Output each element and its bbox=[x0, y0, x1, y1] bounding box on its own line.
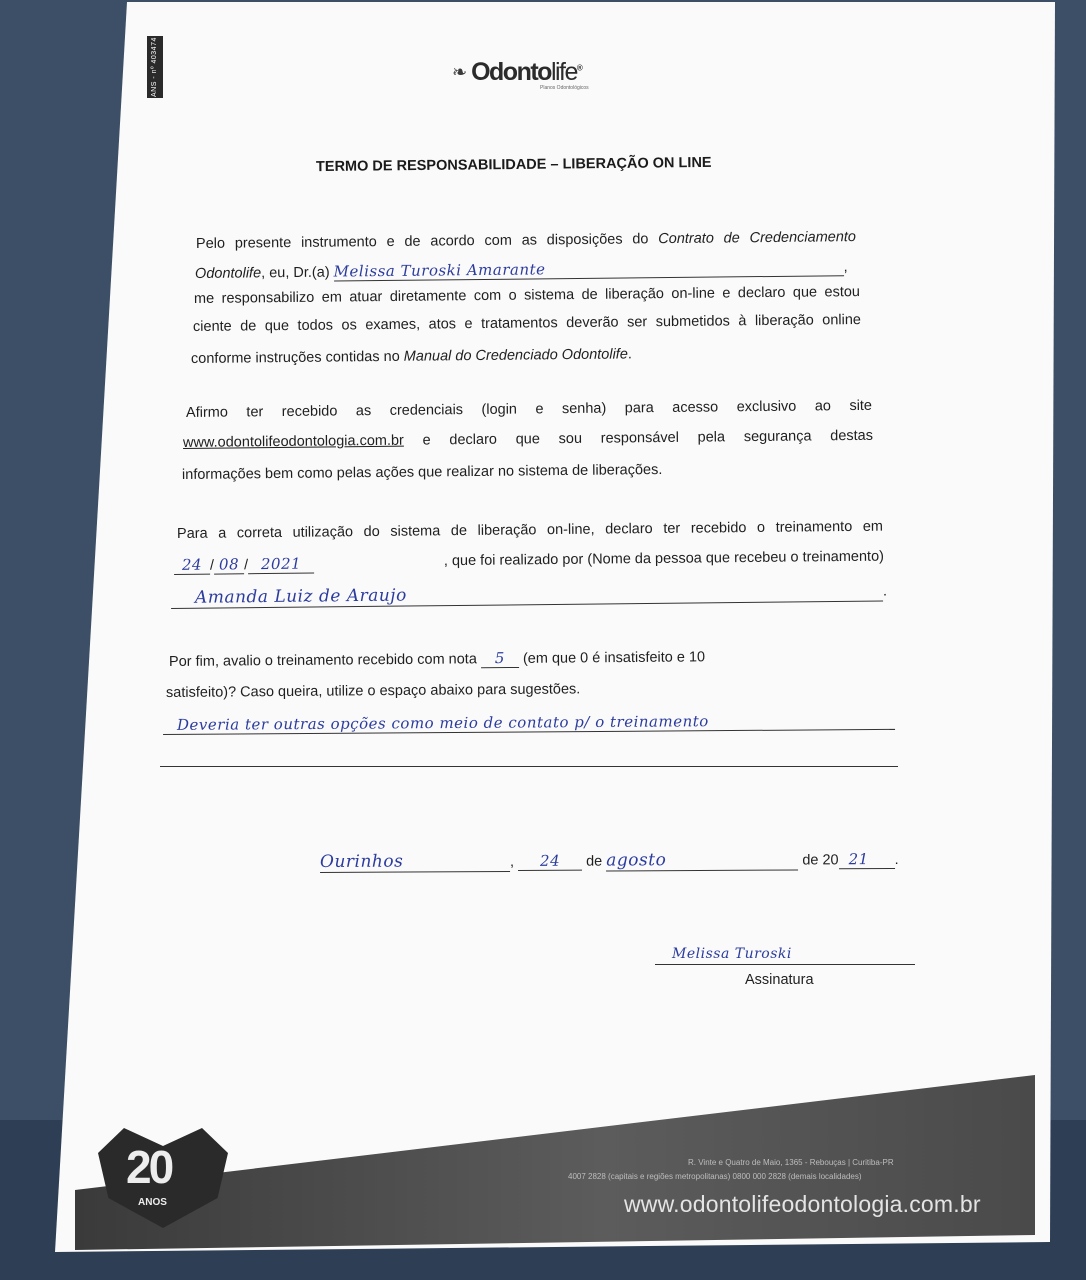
suggestion-line-2[interactable] bbox=[160, 766, 898, 767]
training-year-field[interactable] bbox=[248, 555, 314, 575]
training-score: 5 bbox=[494, 649, 505, 668]
year-prefix: de 20 bbox=[802, 852, 839, 869]
p1-line5-text: conforme instruções contidas no bbox=[190, 348, 404, 367]
training-day-field[interactable] bbox=[174, 556, 210, 575]
trainer-name-field[interactable] bbox=[171, 581, 883, 609]
odontolife-logo bbox=[452, 58, 589, 91]
suggestion-field[interactable] bbox=[163, 711, 895, 735]
training-date-field[interactable] bbox=[174, 555, 314, 575]
date-separator: / bbox=[209, 557, 215, 574]
logo-tagline: Planos Odontológicos bbox=[540, 85, 589, 91]
p1-odontolife: Odontolife bbox=[194, 265, 262, 282]
logo-registered-mark: ® bbox=[576, 63, 582, 73]
logo-name-main: Odonto bbox=[471, 58, 551, 86]
p2-line1: Afirmo ter recebido as credenciais (login e senha) para acesso exclusivo ao site bbox=[185, 397, 873, 421]
suggestion-handwritten: Deveria ter outras opções como meio de contato p/ o treinamento bbox=[176, 712, 709, 734]
city-comma: , bbox=[509, 853, 515, 871]
date-separator: / bbox=[243, 557, 249, 574]
month-field[interactable] bbox=[606, 849, 798, 871]
logo-name-life: life bbox=[550, 58, 577, 86]
site-link[interactable]: www.odontolifeodontologia.com.br bbox=[182, 432, 404, 451]
p1-contract-name: Contrato de Credenciamento bbox=[658, 229, 857, 248]
logo-leaf-icon: ❧ bbox=[452, 62, 468, 82]
suggestion-line-1[interactable] bbox=[163, 711, 895, 735]
p1-line4: ciente de que todos os exames, atos e tratamentos deverão ser submetidos à liberação online bbox=[192, 312, 862, 335]
document-title: TERMO DE RESPONSABILIDADE – LIBERAÇÃO ON LINE bbox=[315, 154, 712, 176]
p1-line1-text: Pelo presente instrumento e de acordo com as disposições do bbox=[195, 231, 659, 252]
p2-line2 bbox=[183, 428, 873, 451]
footer-address: R. Vinte e Quatro de Maio, 1365 - Rebouças | Curitiba-PR bbox=[688, 1158, 894, 1167]
p4-line1 bbox=[169, 647, 705, 671]
p1-line3: me responsabilizo em atuar diretamente com o sistema de liberação on-line e declaro que estou bbox=[193, 284, 861, 307]
year-handwritten: 21 bbox=[848, 850, 869, 869]
city-field[interactable] bbox=[320, 851, 510, 873]
training-month: 08 bbox=[218, 555, 240, 574]
p1-line5-end: . bbox=[627, 346, 632, 363]
year-field[interactable] bbox=[839, 850, 895, 869]
p2-line2-text: e declaro que sou responsável pela segurança destas bbox=[403, 427, 874, 449]
day-handwritten: 24 bbox=[539, 851, 561, 870]
month-handwritten: agosto bbox=[606, 850, 667, 871]
signature-label: Assinatura bbox=[745, 972, 814, 988]
score-field[interactable] bbox=[481, 649, 519, 668]
city-handwritten: Ourinhos bbox=[319, 851, 404, 872]
training-year: 2021 bbox=[260, 554, 302, 574]
footer-phones: 4007 2828 (capitais e regiões metropolitanas) 0800 000 2828 (demais localidades) bbox=[568, 1172, 862, 1181]
day-field[interactable] bbox=[518, 852, 582, 871]
p3-line2-text: , que foi realizado por (Nome da pessoa que recebeu o treinamento) bbox=[443, 548, 885, 570]
signature-field[interactable] bbox=[655, 964, 915, 965]
footer-url: www.odontolifeodontologia.com.br bbox=[624, 1191, 981, 1217]
p1-manual-name: Manual do Credenciado Odontolife bbox=[403, 346, 628, 365]
p3-line3 bbox=[171, 581, 887, 609]
p3-line1: Para a correta utilização do sistema de liberação on-line, declaro ter recebido o treinamento em bbox=[176, 518, 884, 542]
p1-line1 bbox=[196, 229, 856, 252]
p4-line2: satisfeito)? Caso queira, utilize o espaço abaixo para sugestões. bbox=[165, 681, 581, 701]
badge-number: 20 bbox=[126, 1141, 172, 1193]
trainer-name-handwritten: Amanda Luiz de Araujo bbox=[194, 585, 407, 608]
p3-line2 bbox=[174, 549, 884, 575]
badge-sub: ANOS bbox=[138, 1197, 167, 1208]
training-month-field[interactable] bbox=[214, 555, 244, 574]
ans-registration-tag: ANS - nº 403474 bbox=[147, 36, 163, 98]
dentist-name-handwritten: Melissa Turoski Amarante bbox=[333, 260, 546, 281]
p4-line1-text: Por fim, avalio o treinamento recebido com nota bbox=[168, 651, 481, 670]
p3-line3-end: . bbox=[882, 583, 888, 600]
p1-dr-label: , eu, Dr.(a) bbox=[261, 264, 334, 282]
logo-wordmark bbox=[471, 58, 581, 87]
p1-line5 bbox=[191, 346, 632, 367]
p2-line3: informações bem como pelas ações que realizar no sistema de liberações. bbox=[181, 461, 663, 483]
p4-line1-end: (em que 0 é insatisfeito e 10 bbox=[518, 649, 706, 667]
p1-line2-end: , bbox=[843, 259, 848, 276]
place-date-line bbox=[320, 849, 899, 873]
training-day: 24 bbox=[181, 555, 203, 574]
de-label: de bbox=[586, 853, 603, 870]
p1-line2 bbox=[195, 257, 848, 283]
signature-handwritten: Melissa Turoski bbox=[672, 946, 792, 962]
dentist-name-field[interactable] bbox=[334, 257, 844, 281]
date-end: . bbox=[894, 851, 899, 868]
